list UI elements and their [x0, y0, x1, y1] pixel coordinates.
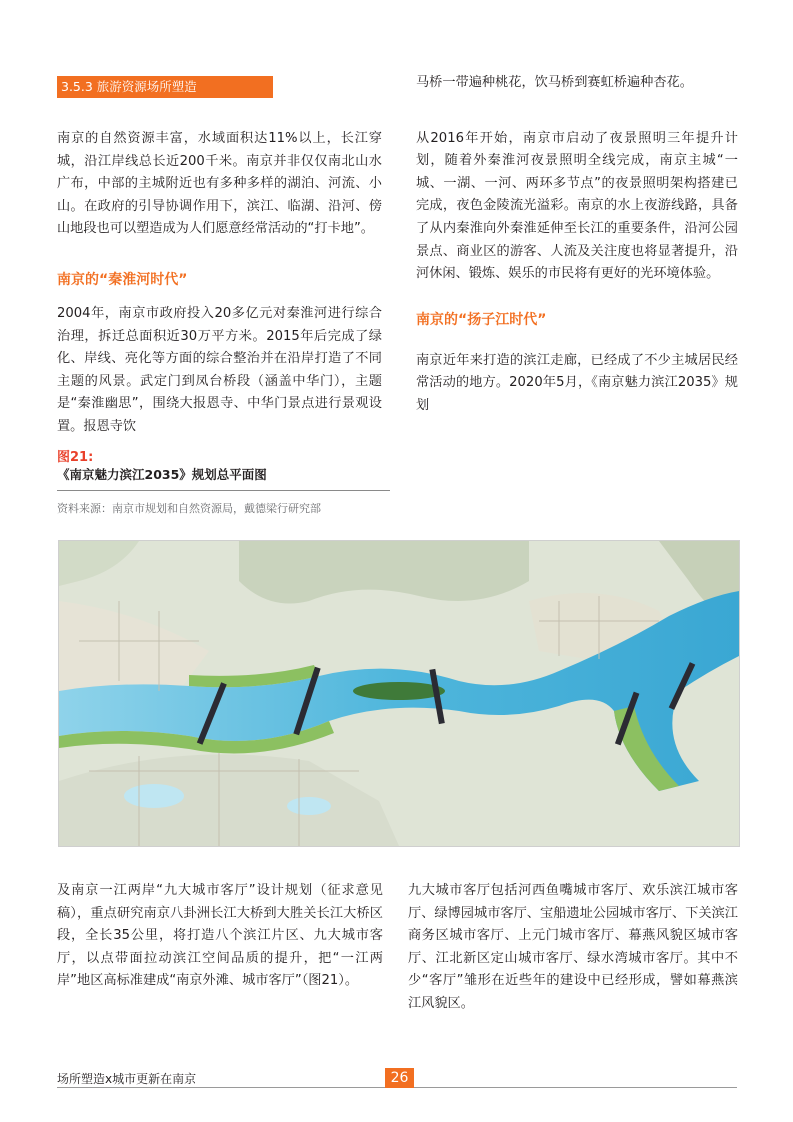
- left-column-top: [57, 128, 382, 439]
- figure-divider: [57, 490, 390, 491]
- intro-paragraph: 南京的自然资源丰富，水域面积达11%以上，长江穿城，沿江岸线总长近200千米。南京并非仅仅南北山水广布，中部的主城附近也有多种多样的湖泊、河流、小山。在政府的引导协调作用下，滨江、临湖、沿河、傍山地段也可以塑造成为人们愿意经常活动的“打卡地”。: [57, 131, 382, 237]
- map-lake-center: [287, 797, 331, 815]
- figure-source: 资料来源：南京市规划和自然资源局，戴德梁行研究部: [57, 502, 321, 515]
- subheading-yangtze: 南京的“扬子江时代”: [416, 311, 547, 328]
- map-lake-south: [124, 784, 184, 808]
- left-column-bottom: [57, 880, 383, 993]
- footer-title: 场所塑造x城市更新在南京: [57, 1072, 197, 1086]
- continuation-paragraph: 马桥一带遍种桃花，饮马桥到赛虹桥遍种杏花。: [416, 75, 693, 90]
- section-heading-badge: [57, 76, 273, 98]
- section-heading-label: 3.5.3 旅游资源场所塑造: [61, 79, 197, 94]
- yangtze-paragraph: 南京近年来打造的滨江走廊，已经成了不少主城居民经常活动的地方。2020年5月，《南京魅力滨江2035》规划: [416, 352, 738, 413]
- page-number: 26: [385, 1068, 414, 1088]
- qinhuai-paragraph: 2004年，南京市政府投入20多亿元对秦淮河进行综合治理，拆迁总面积近30万平方米。2015年后完成了绿化、岸线、亮化等方面的综合整治并在沿岸打造了不同主题的风景。武定门到凤台桥段（涵盖中华门），主题是“秦淮幽思”，围绕大报恩寺、中华门景点进行景观设置。报恩寺饮: [57, 305, 382, 434]
- plan-paragraph: 及南京一江两岸“九大城市客厅”设计规划（征求意见稿），重点研究南京八卦洲长江大桥到大胜关长江大桥区段，全长35公里，将打造八个滨江片区、九大城市客厅，以点带面拉动滨江空间品质的提升，把“一江两岸”地区高标准建成“南京外滩、城市客厅”（图21）。: [57, 883, 383, 989]
- figure-title: 《南京魅力滨江2035》规划总平面图: [57, 467, 267, 482]
- city-parlors-paragraph: 九大城市客厅包括河西鱼嘴城市客厅、欢乐滨江城市客厅、绿博园城市客厅、宝船遗址公园城市客厅、下关滨江商务区城市客厅、上元门城市客厅、幕燕风貌区城市客厅、江北新区定山城市客厅、绿水湾城市客厅。其中不少“客厅”雏形在近些年的建设中已经形成，譬如幕燕滨江风貌区。: [408, 883, 738, 1011]
- right-column-top: [416, 72, 738, 418]
- right-column-bottom: [408, 880, 738, 1016]
- subheading-qinhuai: 南京的“秦淮河时代”: [57, 271, 188, 288]
- master-plan-map-svg: [59, 541, 739, 846]
- night-lighting-paragraph: 从2016年开始，南京市启动了夜景照明三年提升计划，随着外秦淮河夜景照明全线完成，南京主城“一城、一湖、一河、两环多节点”的夜景照明架构搭建已完成，夜色金陵流光溢彩。南京的水上夜游线路，具备了从内秦淮向外秦淮延伸至长江的重要条件，沿河公园景点、商业区的游客、人流及关注度也将显著提升，沿河休闲、锻炼、娱乐的市民将有更好的光环境体验。: [416, 130, 738, 282]
- master-plan-map: [58, 540, 740, 847]
- map-island: [353, 682, 445, 700]
- figure-number: 图21:: [57, 450, 94, 465]
